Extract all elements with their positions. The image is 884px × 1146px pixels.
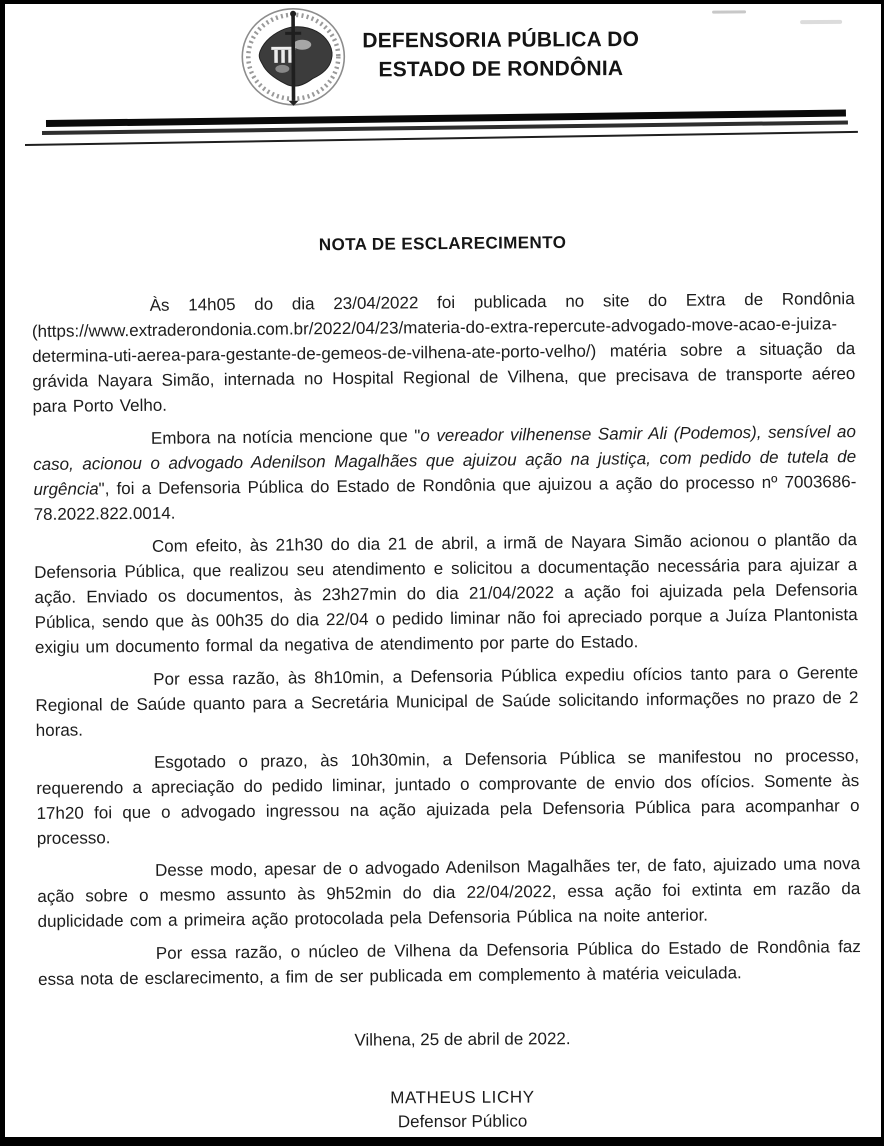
paragraph xyxy=(38,934,861,992)
body-text: Embora na notícia mencione que " xyxy=(150,426,421,448)
document-title: NOTA DE ESCLARECIMENTO xyxy=(318,232,567,255)
paragraph xyxy=(33,419,857,527)
scan-smudge xyxy=(712,10,746,13)
paragraph xyxy=(34,527,858,660)
signature-block xyxy=(31,1084,854,1136)
quoted-italic-text: o vereador vilhenense Samir Ali (Podemos), sensível ao caso, acionou o advogado Adenilson Magalhães que ajuizou ação na justiça, com pedido de tutela de urgência xyxy=(33,422,857,499)
body-text: Por essa razão, às 8h10min, a Defensoria Pública expediu ofícios tanto para o Gerente Regional de Saúde quanto para a Secretária Municipal de Saúde solicitando informações no prazo de 2 horas. xyxy=(35,663,859,740)
place-date-line: Vilhena, 25 de abril de 2022. xyxy=(354,1029,571,1050)
paragraphs-container xyxy=(32,286,862,992)
body-text: ", foi a Defensoria Pública do Estado de Rondônia que ajuizou a ação do processo nº 7003686-78.2022.822.0014. xyxy=(33,472,857,524)
paragraph xyxy=(32,286,856,419)
body-text: Esgotado o prazo, às 10h30min, a Defensoria Pública se manifestou no processo, requerendo a apreciação do pedido liminar, juntado o comprovante de envio dos ofícios. Somente às 17h20 foi que o advogado ingressou na ação ajuizada pela Defensoria Pública para acompanhar o processo. xyxy=(36,746,860,848)
signature-name: MATHEUS LICHY xyxy=(390,1087,535,1108)
document-body xyxy=(31,230,861,1000)
defensoria-seal-icon xyxy=(238,6,349,109)
scan-border-left xyxy=(0,0,5,1146)
scan-smudge xyxy=(800,20,842,24)
paragraph xyxy=(36,743,860,851)
body-text: Às 14h05 do dia 23/04/2022 foi publicada no site do Extra de Rondônia (https://www.extraderondonia.com.br/2022/04/23/materia-do-extra-repercute-advogado-move-acao-e-juiza-determina-uti-aerea-para-gestante-de-gemeos-de-vilhena-ate-porto-velho/) matéria sobre a situação da grávida Nayara Simão, internada no Hospital Regional de Vilhena, que precisava de transporte aéreo para Porto Velho. xyxy=(31,289,856,416)
paragraph xyxy=(35,660,859,743)
body-text: Com efeito, às 21h30 do dia 21 de abril, a irmã de Nayara Simão acionou o plantão da Defensoria Pública, que realizou seu atendimento e solicitou a documentação necessária para ajuizar a ação. Enviado os documentos, às 23h27min do dia 21/04/2022 a ação foi ajuizada pela Defensoria Pública, sendo que às 00h35 do dia 22/04 o pedido liminar não foi apreciado porque a Juíza Plantonista exigiu um documento formal da negativa de atendimento por parte do Estado. xyxy=(34,530,858,657)
org-name-line1: DEFENSORIA PÚBLICA DO xyxy=(362,27,640,53)
scan-border-top xyxy=(0,0,884,4)
paragraph xyxy=(37,851,861,934)
org-name-line2: ESTADO DE RONDÔNIA xyxy=(378,57,624,82)
body-text: Desse modo, apesar de o advogado Adenilson Magalhães ter, de fato, ajuizado uma nova ação sobre o mesmo assunto às 9h52min do dia 22/04/2022, essa ação foi extinta em razão da duplicidade com a primeira ação protocolada pela Defensoria Pública na noite anterior. xyxy=(37,854,861,931)
body-text: Por essa razão, o núcleo de Vilhena da Defensoria Pública do Estado de Rondônia faz essa nota de esclarecimento, a fim de ser publicada em complemento à matéria veiculada. xyxy=(38,937,861,989)
org-name xyxy=(358,25,643,84)
signature-role: Defensor Público xyxy=(397,1111,528,1132)
scan-border-bottom xyxy=(0,1137,884,1146)
